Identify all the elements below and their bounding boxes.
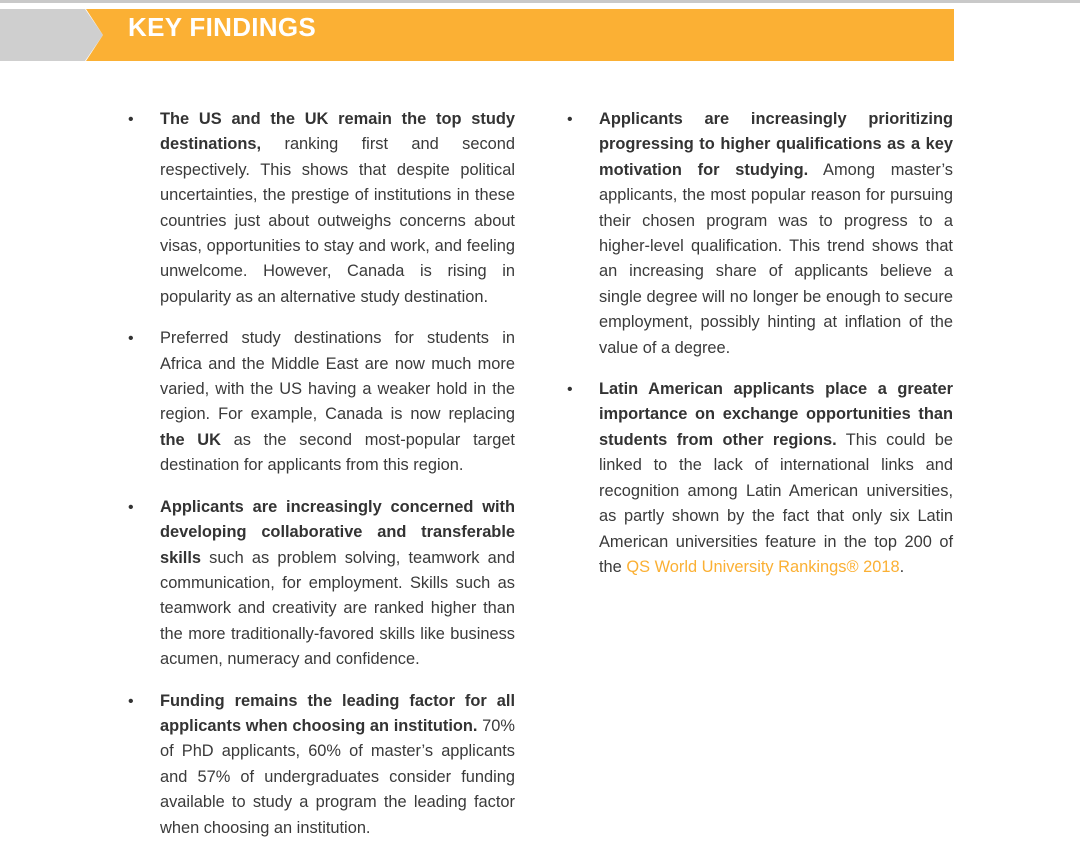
finding-text: such as problem solving, teamwork and communication, for employment. Skills such as teamwork and creativity are ranked higher than the more traditionally-favored skills like business acumen, numeracy and confidence.: [160, 548, 515, 669]
bullet-icon: •: [128, 498, 134, 516]
finding-item: [128, 689, 515, 841]
section-title: KEY FINDINGS: [128, 12, 317, 42]
findings-column-right: [567, 107, 953, 596]
finding-item: [567, 377, 953, 580]
bullet-icon: •: [128, 111, 134, 128]
finding-highlight: Applicants are increasingly concerned with developing collaborative and transferable skills: [160, 497, 515, 567]
bullet-icon: •: [128, 330, 134, 348]
finding-text: .: [899, 557, 905, 576]
finding-text: Among master’s applicants, the most popular reason for pursuing their chosen program was to progress to a higher-level qualification. This trend shows that an increasing share of applicants believe a single degree will no longer be enough to secure employment, possibly hinting at inflation of the value of a degree.: [599, 160, 953, 357]
findings-column-left: [128, 107, 515, 857]
finding-item: [128, 495, 515, 673]
bullet-icon: •: [128, 692, 134, 710]
finding-text: ranking first and second respectively. This shows that despite political uncertainties, the prestige of institutions in these countries just about outweighs concerns about visas, opportunities to stay and work, and feeling unwelcome. However, Canada is rising in popularity as an alternative study destination.: [160, 135, 515, 306]
bullet-icon: •: [567, 381, 573, 399]
banner-arrow-tab: [0, 9, 103, 61]
finding-highlight: the UK: [160, 430, 221, 449]
finding-text: as the second most-popular target destination for applicants from this region.: [160, 430, 515, 475]
finding-text: Preferred study destinations for students in Africa and the Middle East are now much more varied, with the US having a weaker hold in the region. For example, Canada is now replacing: [160, 329, 515, 424]
finding-item: [567, 107, 953, 361]
finding-item: [128, 326, 515, 478]
bullet-icon: •: [567, 111, 573, 128]
finding-highlight: The US and the UK remain the top study destinations,: [160, 110, 515, 154]
finding-text: 70% of PhD applicants, 60% of master’s applicants and 57% of undergraduates consider funding available to study a program the leading factor when choosing an institution.: [160, 716, 515, 837]
finding-highlight: Funding remains the leading factor for all applicants when choosing an institution.: [160, 691, 515, 735]
rankings-link[interactable]: QS World University Rankings® 2018: [626, 557, 900, 576]
finding-highlight: Applicants are increasingly prioritizing progressing to higher qualifications as a key motivation for studying.: [599, 110, 953, 179]
finding-text: This could be linked to the lack of international links and recognition among Latin American universities, as partly shown by the fact that only six Latin American universities feature in the top 200 of the: [599, 430, 953, 576]
finding-highlight: Latin American applicants place a greater importance on exchange opportunities than students from other regions.: [599, 380, 953, 449]
finding-item: [128, 107, 515, 310]
